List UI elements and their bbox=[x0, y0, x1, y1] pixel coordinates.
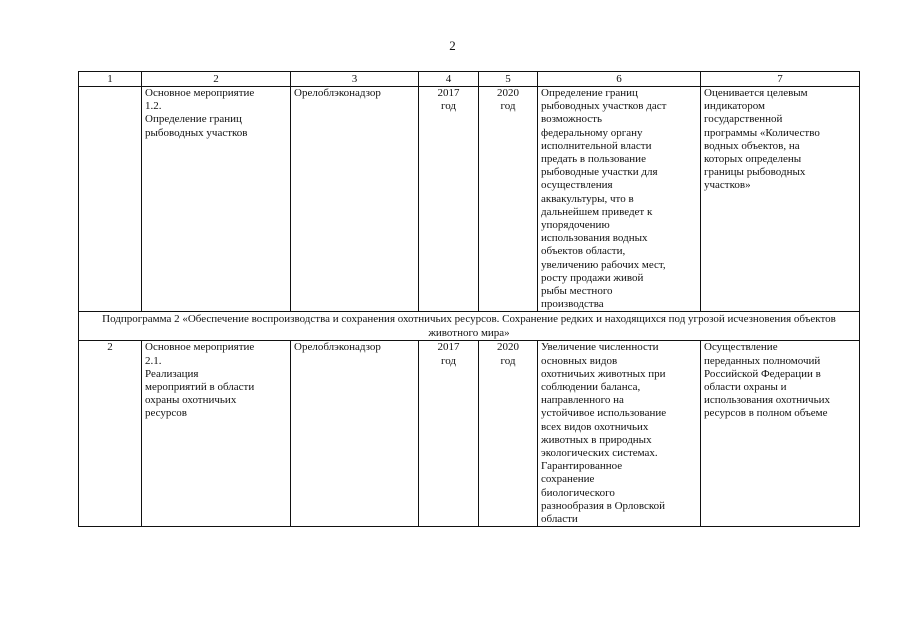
end-year-cell: 2020 год bbox=[479, 87, 538, 312]
column-header-5: 5 bbox=[479, 72, 538, 87]
column-header-7: 7 bbox=[701, 72, 860, 87]
table-header-row bbox=[79, 72, 860, 87]
column-header-4: 4 bbox=[419, 72, 479, 87]
start-year-cell: 2017 год bbox=[419, 87, 479, 312]
indicator-cell: Осуществление переданных полномочий Российской Федерации в области охраны и использования охотничьих ресурсов в полном объеме bbox=[701, 341, 860, 527]
executor-cell: Орелоблэконадзор bbox=[291, 87, 419, 312]
expected-result-cell: Определение границ рыбоводных участков даст возможность федеральному органу исполнительной власти предать в пользование рыбоводные участки для осуществления аквакультуры, что в дальнейшем приведет к упорядочению использования водных объектов области, увеличению рабочих мест, росту продажи живой рыбы местного производства bbox=[538, 87, 701, 312]
column-header-1: 1 bbox=[79, 72, 142, 87]
measure-name-cell: Основное мероприятие 2.1. Реализация мероприятий в области охраны охотничьих ресурсов bbox=[142, 341, 291, 527]
expected-result-cell: Увеличение численности основных видов охотничьих животных при соблюдении баланса, направленного на устойчивое использование всех видов охотничьих животных в природных экологических системах. Гарантированное сохранение биологического разнообразия в Орловской области bbox=[538, 341, 701, 527]
indicator-cell: Оценивается целевым индикатором государственной программы «Количество водных объектов, на которых определены границы рыбоводных участков» bbox=[701, 87, 860, 312]
executor-cell: Орелоблэконадзор bbox=[291, 341, 419, 527]
column-header-6: 6 bbox=[538, 72, 701, 87]
table-row-measure-1-2 bbox=[79, 87, 860, 312]
row-number-cell bbox=[79, 87, 142, 312]
row-number-cell: 2 bbox=[79, 341, 142, 527]
measure-name-cell: Основное мероприятие 1.2. Определение границ рыбоводных участков bbox=[142, 87, 291, 312]
start-year-cell: 2017 год bbox=[419, 341, 479, 527]
table-row-subprogram-2 bbox=[79, 312, 860, 341]
measures-table bbox=[78, 71, 860, 527]
column-header-2: 2 bbox=[142, 72, 291, 87]
table-row-measure-2-1 bbox=[79, 341, 860, 527]
column-header-3: 3 bbox=[291, 72, 419, 87]
subprogram-title-cell: Подпрограмма 2 «Обеспечение воспроизводства и сохранения охотничьих ресурсов. Сохранение редких и находящихся под угрозой исчезновения объектов животного мира» bbox=[79, 312, 860, 341]
end-year-cell: 2020 год bbox=[479, 341, 538, 527]
page-number: 2 bbox=[449, 38, 456, 53]
